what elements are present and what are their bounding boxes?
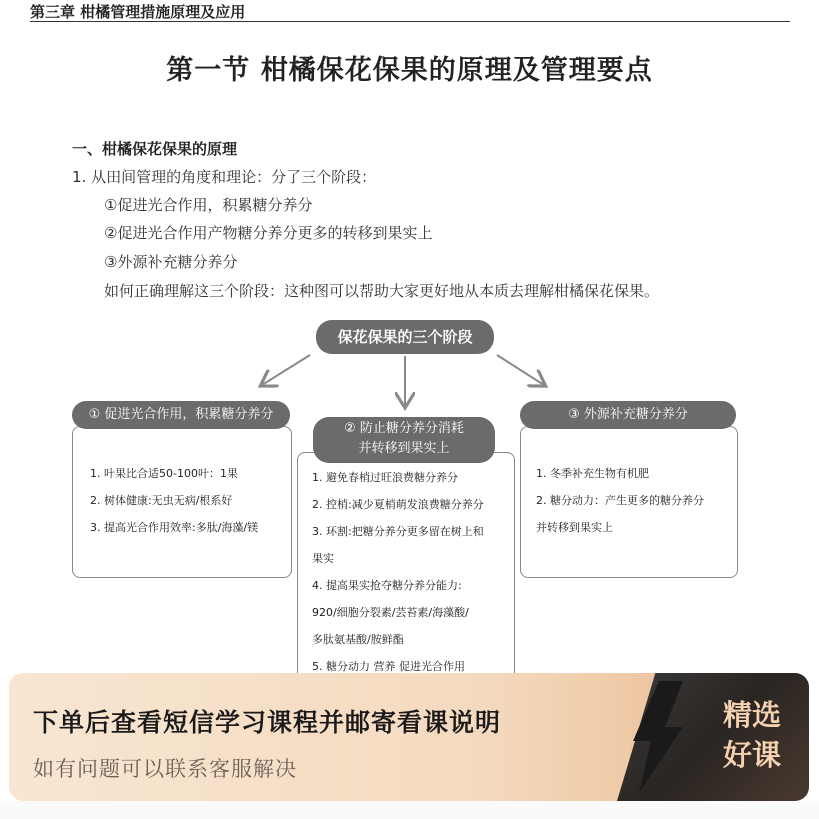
middle-stage-label-line1: ② 防止糖分养分消耗 — [344, 421, 464, 436]
list-item: 4. 提高果实抢夺糖分养分能力: — [312, 579, 462, 592]
list-item: 3. 提高光合作用效率:多肽/海藻/镁 — [90, 521, 259, 534]
intro-text: 1. 从田间管理的角度和理论：分了三个阶段： — [72, 168, 377, 186]
featured-course-badge — [723, 695, 781, 775]
stage-2-text: ②促进光合作用产物糖分养分更多的转移到果实上 — [104, 224, 433, 242]
list-item: 2. 糖分动力：产生更多的糖分养分 — [536, 494, 704, 507]
middle-stage-label — [313, 417, 495, 463]
section-heading: 一、柑橘保花保果的原理 — [72, 140, 238, 158]
banner-main-text: 下单后查看短信学习课程并邮寄看课说明 — [33, 708, 502, 737]
right-stage-items — [536, 460, 704, 541]
promo-banner[interactable] — [9, 673, 809, 801]
stage-3-text: ③外源补充糖分养分 — [104, 253, 238, 271]
middle-stage-items — [312, 464, 484, 680]
list-item: 2. 控梢:减少夏梢萌发浪费糖分养分 — [312, 498, 484, 511]
chapter-header: 第三章 柑橘管理措施原理及应用 — [30, 2, 246, 21]
list-item: 并转移到果实上 — [536, 521, 613, 534]
left-stage-items — [90, 460, 258, 541]
banner-sub-text: 如有问题可以联系客服解决 — [33, 757, 297, 781]
page-bottom-strip — [0, 801, 819, 819]
middle-stage-label-line2: 并转移到果实上 — [358, 441, 450, 456]
list-item: 5. 糖分动力 营养 促进光合作用 — [312, 660, 465, 673]
list-item: 1. 叶果比合适50-100叶：1果 — [90, 467, 238, 480]
list-item: 3. 环割:把糖分养分更多留在树上和 — [312, 525, 484, 538]
list-item: 果实 — [312, 552, 334, 565]
list-item: 1. 冬季补充生物有机肥 — [536, 467, 649, 480]
arrow-right — [497, 355, 544, 385]
note-text: 如何正确理解这三个阶段：这种图可以帮助大家更好地从本质去理解柑橘保花保果。 — [104, 282, 660, 300]
list-item: 920/细胞分裂素/芸苔素/海藻酸/ — [312, 606, 469, 619]
stage-1-text: ①促进光合作用，积累糖分养分 — [104, 196, 313, 214]
page-title: 第一节 柑橘保花保果的原理及管理要点 — [166, 55, 653, 86]
list-item: 1. 避免春梢过旺浪费糖分养分 — [312, 471, 458, 484]
list-item: 2. 树体健康:无虫无病/根系好 — [90, 494, 233, 507]
right-stage-label: ③ 外源补充糖分养分 — [520, 401, 736, 429]
badge-line-2: 好课 — [722, 738, 781, 772]
diagram-center-label: 保花保果的三个阶段 — [316, 320, 494, 354]
left-stage-label: ① 促进光合作用，积累糖分养分 — [72, 401, 290, 429]
list-item: 多肽氨基酸/胺鲜酯 — [312, 633, 404, 646]
arrow-left — [262, 355, 310, 385]
lightning-bolt-icon — [621, 681, 691, 793]
badge-line-1: 精选 — [722, 698, 781, 732]
